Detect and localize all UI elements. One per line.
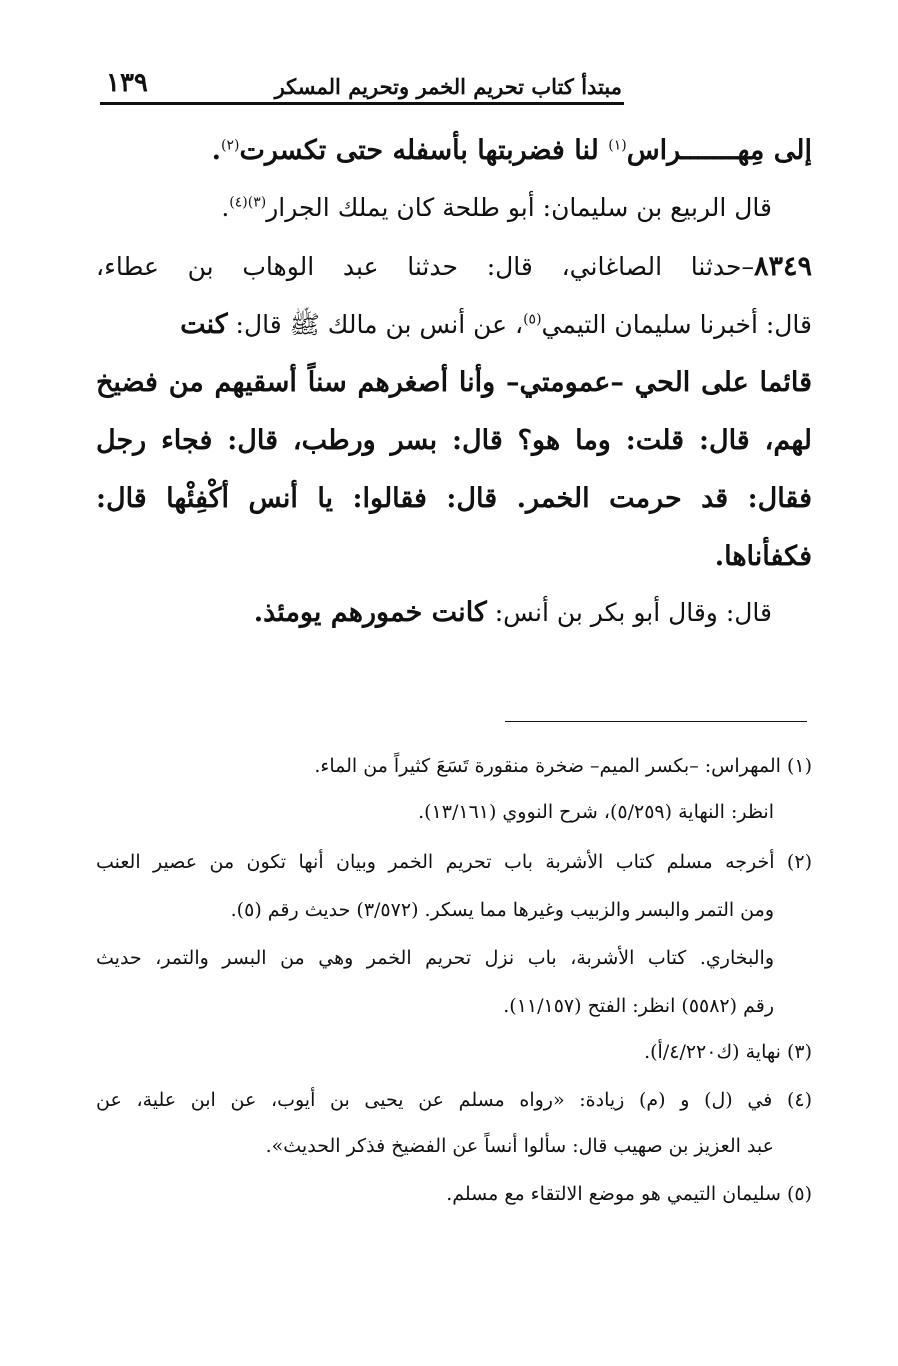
running-header <box>100 66 624 102</box>
text-line-2 <box>96 183 772 233</box>
footnote-line: (٤) في (ل) و (م) زيادة: «رواه مسلم عن يحيى بن أيوب، عن ابن علية، عن <box>96 1089 812 1111</box>
isnad-text: قال: أخبرنا سليمان التيمي <box>541 310 812 339</box>
hadith-text: فقال: قد حرمت الخمر. قال: فقالوا: يا أنس أكْفِئْها قال: <box>96 483 812 514</box>
hadith-text: كانت خمورهم يومئذ. <box>253 597 487 628</box>
footnote-line: (٢) أخرجه مسلم كتاب الأشربة باب تحريم الخمر وبيان أنها تكون من عصير العنب <box>96 851 812 873</box>
text-line-4 <box>96 300 812 350</box>
isnad-text: –حدثنا الصاغاني، قال: حدثنا عبد الوهاب بن عطاء، <box>96 252 754 281</box>
page-number: ١٣٩ <box>106 68 148 98</box>
footnote-line: (١) المهراس: –بكسر الميم– ضخرة منقورة تَسَعَ كثيراً من الماء. <box>314 755 812 777</box>
narration-text: قال الربيع بن سليمان: أبو طلحة كان يملك الجرار <box>266 193 772 222</box>
footnote-line: (٥) سليمان التيمي هو موضع الالتقاء مع مسلم. <box>446 1183 812 1205</box>
hadith-text: لهم، قال: قلت: وما هو؟ قال: بسر ورطب، قال: فجاء رجل <box>96 425 812 456</box>
hadith-text: كنت <box>180 309 228 340</box>
footnote-separator <box>505 721 807 722</box>
hadith-text: لنا فضربتها بأسفله حتى تكسرت <box>239 135 609 166</box>
hadith-number: ٨٣٤٩ <box>753 251 812 282</box>
isnad-text: ، عن أنس بن مالك ﷺ قال: <box>227 310 524 339</box>
text-line-9 <box>96 588 772 638</box>
footnote-line: والبخاري. كتاب الأشربة، باب نزل تحريم الخمر وهي من البسر والتمر، حديث <box>96 947 774 969</box>
footnote-ref: (٥) <box>523 311 542 328</box>
header-title: مبتدأ كتاب تحريم الخمر وتحريم المسكر <box>274 74 622 99</box>
text-line-7 <box>96 474 812 524</box>
footnote-line: رقم (٥٥٨٢) انظر: الفتح (١١/١٥٧). <box>503 995 774 1017</box>
footnote-line: عبد العزيز بن صهيب قال: سألوا أنساً عن الفضيخ فذكر الحديث». <box>265 1135 774 1157</box>
hadith-text: فكفأناها. <box>714 541 812 572</box>
footnote-ref: (٢) <box>221 137 240 154</box>
hadith-text: إلى مِهـــــــراس <box>626 135 812 166</box>
text-line-3 <box>96 242 812 292</box>
text-line-6 <box>96 416 812 466</box>
footnote-line: ومن التمر والبسر والزبيب وغيرها مما يسكر. (٣/٥٧٢) حديث رقم (٥). <box>230 899 774 921</box>
text-line-8 <box>96 532 812 582</box>
text-line-5 <box>96 358 812 408</box>
text-line-1 <box>96 126 812 176</box>
header-rule <box>100 102 624 105</box>
footnote-ref: (١) <box>608 137 627 154</box>
narration-text: قال: وقال أبو بكر بن أنس: <box>486 598 772 627</box>
footnote-line: انظر: النهاية (٥/٢٥٩)، شرح النووي (١٣/١٦١). <box>418 801 774 823</box>
footnote-ref: (٣)(٤) <box>229 194 267 211</box>
footnote-line: (٣) نهاية (ك٤/٢٢٠/أ). <box>644 1041 812 1063</box>
hadith-text: قائما على الحي –عمومتي– وأنا أصغرهم سناً أسقيهم من فضيخ <box>96 367 812 398</box>
hadith-text: . <box>211 135 222 166</box>
narration-text: . <box>221 193 230 222</box>
